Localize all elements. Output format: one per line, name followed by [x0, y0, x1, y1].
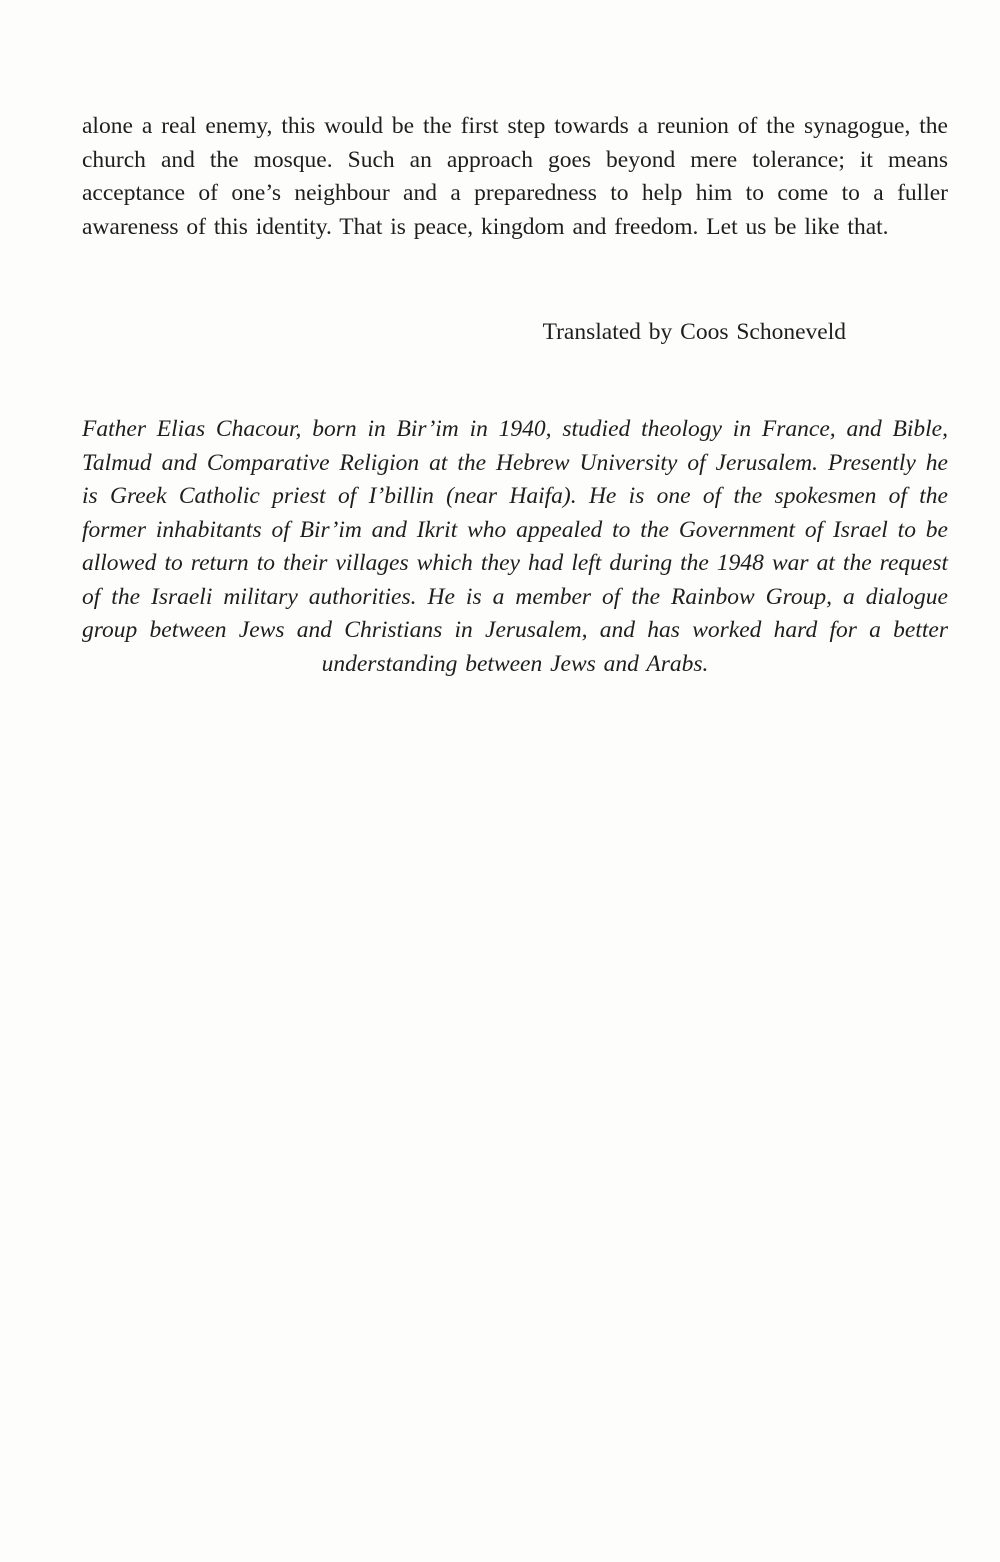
- author-bio: Father Elias Chacour, born in Bir’im in 1940, studied theology in France, and Bible, Talmud and Comparative Religion at the Hebrew University of Jerusalem. Presently he is Greek Catholic priest of I’billin (near Haifa). He is one of the spokesmen of the former inhabitants of Bir’im and Ikrit who appealed to the Government of Israel to be allowed to return to their villages which they had left during the 1948 war at the request of the Israeli military authorities. He is a member of the Rainbow Group, a dialogue group between Jews and Christians in Jerusalem, and has worked hard for a better understanding between Jews and Arabs.: [82, 416, 948, 677]
- body-paragraph: alone a real enemy, this would be the first step towards a reunion of the synagogue, the church and the mosque. Such an approach goes beyond mere tolerance; it means acceptance of one’s neighbour and a preparedness to help him to come to a fuller awareness of this identity. That is peace, kingdom and freedom. Let us be like that.: [82, 113, 948, 240]
- translator-credit: Translated by Coos Schoneveld: [542, 319, 846, 345]
